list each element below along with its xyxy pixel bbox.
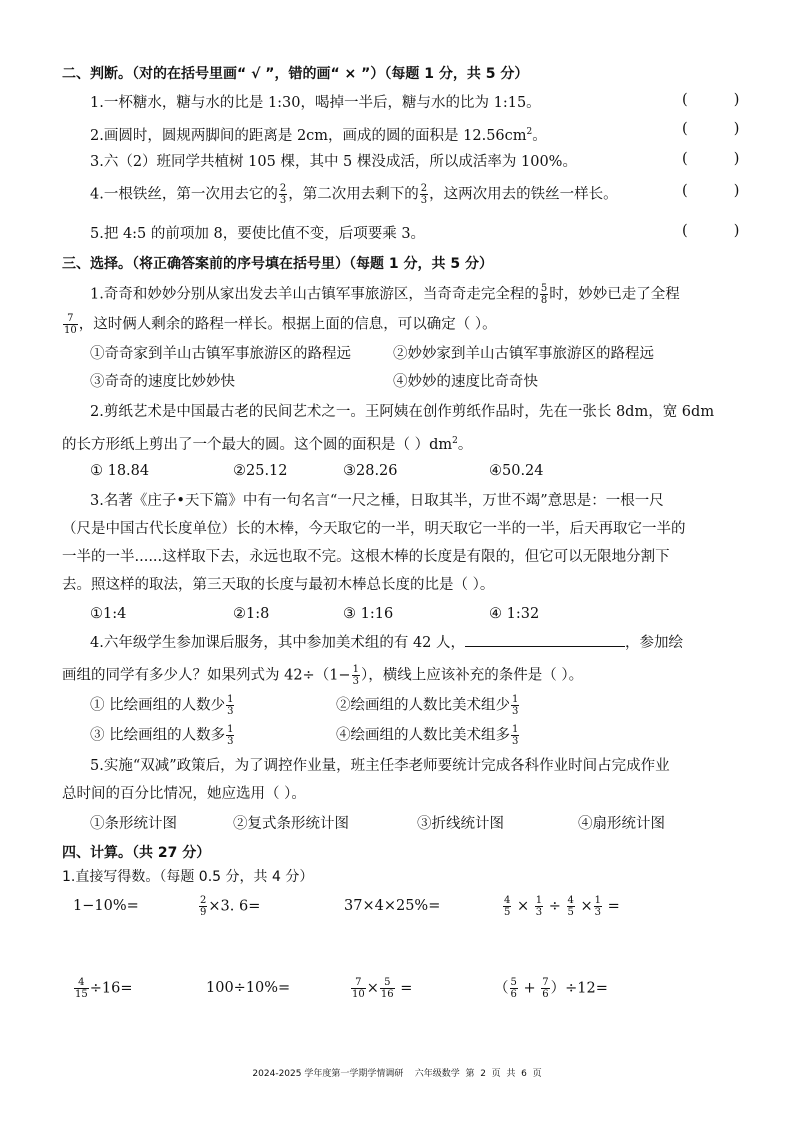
- answer-paren[interactable]: ( ): [682, 121, 740, 137]
- section-4-title: 四、计算。（共 27 分）: [62, 845, 211, 861]
- answer-paren[interactable]: ( ): [682, 183, 740, 199]
- option[interactable]: ③ 比绘画组的人数多 $\frac{1}{3}$: [90, 724, 234, 747]
- choice-q4-line2: 画组的同学有多少人？如果列式为 42÷（1− $\frac{1}{3}$ ），横线上应该补充的条件是（ ）。: [62, 664, 584, 687]
- option[interactable]: ① 比绘画组的人数少 $\frac{1}{3}$: [90, 694, 234, 717]
- choice-q3-line4: 去。照这样的取法，第三天取的长度与最初木棒总长度的比是（ ）。: [62, 577, 495, 593]
- answer-paren[interactable]: ( ): [682, 223, 740, 239]
- calc-expression: 100÷10%=: [206, 980, 291, 996]
- section-4-sub1: 1.直接写得数。（每题 0.5 分，共 4 分）: [62, 869, 314, 885]
- answer-paren[interactable]: ( ): [682, 92, 740, 108]
- option[interactable]: ④扇形统计图: [578, 816, 665, 832]
- option[interactable]: ③奇奇的速度比妙妙快: [90, 374, 235, 390]
- calc-expression: $\frac{2}{9}$ ×3. 6=: [200, 895, 261, 918]
- choice-q2-line1: 2.剪纸艺术是中国最古老的民间艺术之一。王阿姨在创作剪纸作品时，先在一张长 8dm，宽 6dm: [90, 404, 715, 420]
- option[interactable]: ④50.24: [489, 463, 544, 479]
- option[interactable]: ④妙妙的速度比奇奇快: [393, 374, 538, 390]
- option[interactable]: ① 18.84: [90, 463, 150, 479]
- option[interactable]: ①1:4: [90, 606, 127, 622]
- choice-q2-line2: 的长方形纸上剪出了一个最大的圆。这个圆的面积是（ ）$dm^2$。: [62, 436, 473, 453]
- calc-expression: （ $\frac{5}{6}$ + $\frac{7}{6}$ ）÷12=: [494, 977, 608, 1000]
- page-footer: 2024-2025 学年度第一学期学情调研 六年级数学 第 2 页 共 6 页: [252, 1069, 542, 1079]
- choice-q3-line3: 一半的一半......这样取下去，永远也取不完。这根木棒的长度是有限的，但它可以无限地分割下: [62, 549, 670, 565]
- option[interactable]: ③折线统计图: [417, 816, 504, 832]
- calc-expression: $\frac{4}{15}$ ÷16=: [75, 977, 133, 1000]
- judge-q3: 3.六（2）班同学共植树 105 棵，其中 5 棵没成活，所以成活率为 100%。: [90, 154, 577, 170]
- calc-expression: $\frac{7}{10}$ × $\frac{5}{16}$ =: [352, 977, 413, 1000]
- option[interactable]: ③28.26: [343, 463, 398, 479]
- answer-paren[interactable]: ( ): [682, 151, 740, 167]
- calc-expression: 1−10%=: [73, 898, 139, 914]
- choice-q4-line1: 4.六年级学生参加课后服务，其中参加美术组的有 42 人， ，参加绘: [90, 632, 683, 654]
- option[interactable]: ①奇奇家到羊山古镇军事旅游区的路程远: [90, 346, 351, 362]
- section-2-title: 二、判断。（对的在括号里画“ √ ”，错的画“ × ”）（每题 1 分，共 5 分）: [62, 66, 529, 82]
- option[interactable]: ③ 1:16: [343, 606, 394, 622]
- choice-q5-line1: 5.实施“双减”政策后，为了调控作业量，班主任李老师要统计完成各科作业时间占完成作业: [90, 758, 670, 774]
- option[interactable]: ④ 1:32: [489, 606, 540, 622]
- judge-q5: 5.把 4:5 的前项加 8，要使比值不变，后项要乘 3。: [90, 226, 426, 242]
- option[interactable]: ②1:8: [233, 606, 270, 622]
- option[interactable]: ②绘画组的人数比美术组少 $\frac{1}{3}$: [336, 694, 519, 717]
- choice-q3-line2: （尺是中国古代长度单位）长的木棒，今天取它的一半，明天取它一半的一半，后天再取它一半的: [62, 521, 686, 537]
- judge-q2: 2.画圆时，圆规两脚间的距离是 2cm，画成的圆的面积是 $12.56cm^2$。: [90, 127, 547, 144]
- option[interactable]: ④绘画组的人数比美术组多 $\frac{1}{3}$: [336, 724, 519, 747]
- judge-q4: 4.一根铁丝，第一次用去它的 $\frac{2}{3}$ ，第二次用去剩下的 $\frac{2}{3}$ ，这两次用去的铁丝一样长。: [90, 183, 618, 206]
- judge-q1: 1.一杯糖水，糖与水的比是 1:30，喝掉一半后，糖与水的比为 1:15。: [90, 95, 541, 111]
- section-3-title: 三、选择。（将正确答案前的序号填在括号里）（每题 1 分，共 5 分）: [62, 256, 493, 272]
- calc-expression: $\frac{4}{5}$ × $\frac{1}{3}$ ÷ $\frac{4}{5}$ × $\frac{1}{3}$ =: [504, 895, 620, 918]
- choice-q1-line2: $\frac{7}{10}$ ，这时俩人剩余的路程一样长。根据上面的信息，可以确定（ ）。: [64, 313, 497, 336]
- option[interactable]: ①条形统计图: [90, 816, 177, 832]
- option[interactable]: ②妙妙家到羊山古镇军事旅游区的路程远: [393, 346, 654, 362]
- option[interactable]: ②25.12: [233, 463, 288, 479]
- fill-blank[interactable]: [465, 632, 625, 647]
- choice-q3-line1: 3.名著《庄子•天下篇》中有一句名言“一尺之棰，日取其半，万世不竭”意思是：一根一尺: [90, 493, 664, 509]
- choice-q1-line1: 1.奇奇和妙妙分别从家出发去羊山古镇军事旅游区，当奇奇走完全程的 $\frac{5}{8}$ 时，妙妙已走了全程: [90, 283, 680, 306]
- calc-expression: 37×4×25%=: [344, 898, 441, 914]
- choice-q5-line2: 总时间的百分比情况，她应选用（ ）。: [62, 786, 306, 802]
- option[interactable]: ②复式条形统计图: [233, 816, 349, 832]
